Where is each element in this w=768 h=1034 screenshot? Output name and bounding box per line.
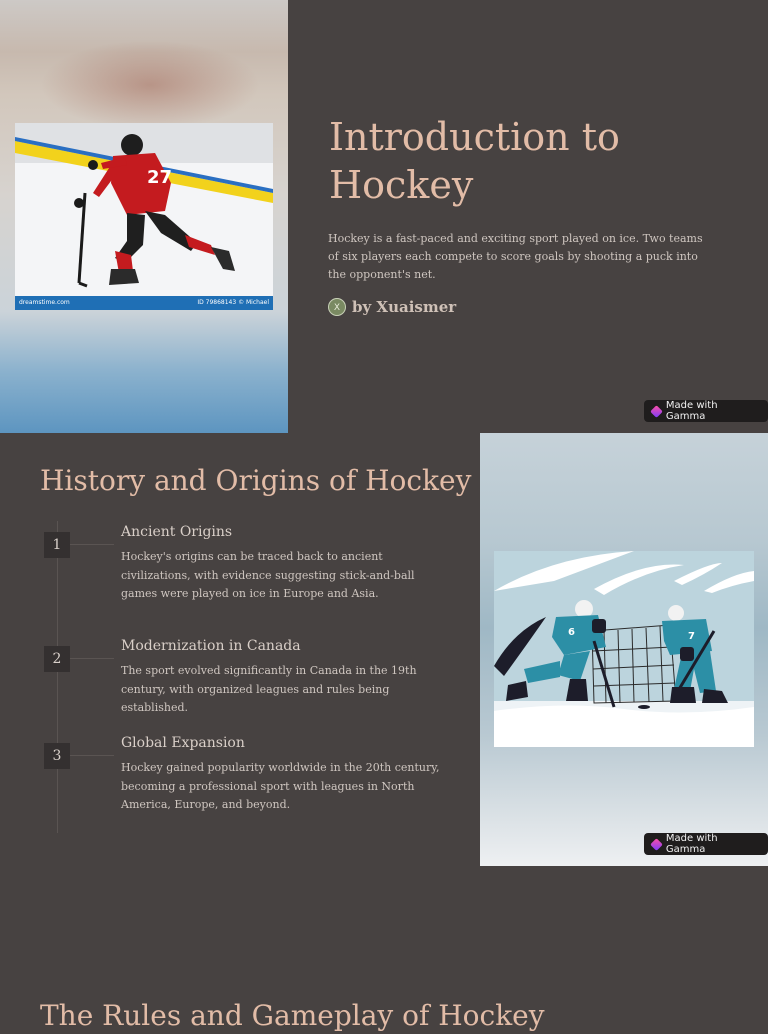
slide1-description: Hockey is a fast-paced and exciting sport played on ice. Two teams of six players each compete to score goals by shooting a puck into the opponent's net. (328, 232, 703, 281)
photo-credit-bar (15, 296, 273, 310)
hockey-player-illustration (15, 123, 273, 310)
timeline-heading: Modernization in Canada (121, 638, 301, 654)
made-with-gamma-button[interactable] (644, 833, 768, 855)
gamma-logo-icon (650, 405, 663, 418)
timeline-connector (70, 544, 114, 545)
timeline-line (57, 521, 58, 833)
slide2-image-panel (480, 433, 768, 866)
gamma-badge-label: Made with Gamma (665, 400, 718, 422)
hockey-player-photo (15, 123, 273, 310)
timeline-body: Hockey gained popularity worldwide in the 20th century, becoming a professional sport with leagues in North America, Europe, and beyond. (121, 761, 440, 811)
slide1-title: Introduction to Hockey (329, 115, 620, 207)
gamma-badge-label: Made with Gamma (665, 833, 718, 855)
slide-history (0, 433, 768, 866)
author-byline (328, 298, 456, 316)
made-with-gamma-button[interactable] (644, 400, 768, 422)
timeline-body: Hockey's origins can be traced back to ancient civilizations, with evidence suggesting stick-and-ball games were played on ice in Europe and Asia. (121, 550, 415, 600)
photo-watermark: dreamstime.com (19, 299, 70, 306)
svg-text:27: 27 (147, 167, 173, 188)
timeline-body: The sport evolved significantly in Canada in the 19th century, with organized leagues and rules being established. (121, 664, 417, 714)
hockey-players-illustration (494, 551, 754, 747)
svg-text:7: 7 (688, 631, 695, 642)
timeline-heading: Global Expansion (121, 735, 245, 751)
timeline-number: 2 (44, 646, 70, 672)
timeline-number: 3 (44, 743, 70, 769)
slide1-image-panel (0, 0, 288, 433)
slide-introduction (0, 0, 768, 433)
blurred-background (40, 40, 260, 130)
hockey-illustration (494, 551, 754, 747)
slide2-title: History and Origins of Hockey (40, 464, 472, 497)
timeline-heading: Ancient Origins (121, 524, 233, 540)
timeline-connector (70, 658, 114, 659)
slide3-title: The Rules and Gameplay of Hockey (40, 999, 545, 1032)
gamma-logo-icon (650, 838, 663, 851)
timeline-connector (70, 755, 114, 756)
timeline-number: 1 (44, 532, 70, 558)
photo-credit: ID 79868143 © Michael (197, 299, 269, 306)
svg-text:6: 6 (568, 627, 575, 638)
author-name: by Xuaismer (352, 298, 457, 316)
author-avatar: X (328, 298, 346, 316)
